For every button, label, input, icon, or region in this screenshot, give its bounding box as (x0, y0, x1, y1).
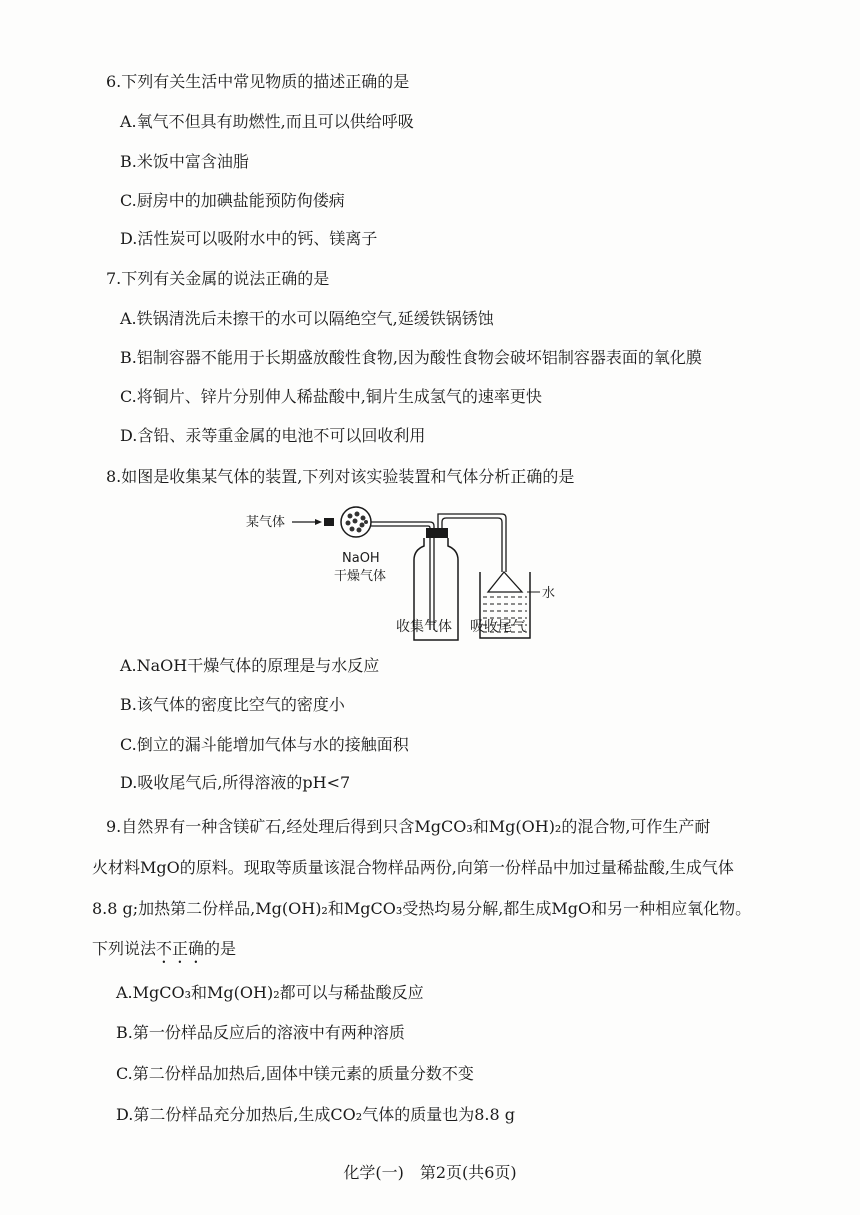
bottle-stopper (426, 528, 448, 538)
water-label: 水 (542, 586, 556, 601)
q7-option-a: A.铁锅清洗后未擦干的水可以隔绝空气,延缓铁锅锈蚀 (120, 309, 494, 328)
collect-gas-label: 收集气体 (396, 619, 452, 635)
q7-option-d: D.含铅、汞等重金属的电池不可以回收利用 (120, 426, 426, 445)
q6-option-d: D.活性炭可以吸附水中的钙、镁离子 (120, 229, 378, 248)
q9-option-c: C.第二份样品加热后,固体中镁元素的质量分数不变 (116, 1064, 474, 1083)
outlet-tube (442, 518, 502, 572)
q9-option-a: A.MgCO₃和Mg(OH)₂都可以与稀盐酸反应 (116, 983, 424, 1002)
q8-option-a: A.NaOH干燥气体的原理是与水反应 (120, 656, 380, 675)
page-footer: 化学(一) 第2页(共6页) (343, 1163, 517, 1182)
q7-stem: 7.下列有关金属的说法正确的是 (106, 269, 330, 288)
q9-line-2: 火材料MgO的原料。现取等质量该混合物样品两份,向第一份样品中加过量稀盐酸,生成气体 (92, 858, 734, 877)
q9-prompt-prefix: 下列说法 (92, 939, 157, 958)
q8-option-b: B.该气体的密度比空气的密度小 (120, 695, 345, 714)
q7-option-b: B.铝制容器不能用于长期盛放酸性食物,因为酸性食物会破坏铝制容器表面的氧化膜 (120, 348, 702, 367)
q8-option-c: C.倒立的漏斗能增加气体与水的接触面积 (120, 735, 409, 754)
absorb-tail-gas-label: 吸收尾气 (470, 619, 526, 635)
dry-gas-label: 干燥气体 (334, 569, 387, 584)
q6-option-c: C.厨房中的加碘盐能预防佝偻病 (120, 191, 345, 210)
q9-option-b: B.第一份样品反应后的溶液中有两种溶质 (116, 1023, 405, 1042)
q6-stem: 6.下列有关生活中常见物质的描述正确的是 (106, 72, 410, 91)
q6-option-b: B.米饭中富含油脂 (120, 152, 249, 171)
arrow-head (315, 519, 322, 525)
q9-line-4 (92, 939, 236, 967)
inlet-stopper (324, 518, 334, 526)
q9-emphasis-not-correct: 不正确 (156, 939, 205, 958)
q8-stem: 8.如图是收集某气体的装置,下列对该实验装置和气体分析正确的是 (106, 467, 575, 486)
q9-option-d: D.第二份样品充分加热后,生成CO₂气体的质量也为8.8 g (116, 1105, 515, 1124)
inverted-funnel (488, 572, 522, 592)
q7-option-c: C.将铜片、锌片分别伸人稀盐酸中,铜片生成氢气的速率更快 (120, 387, 542, 406)
q6-option-a: A.氧气不但具有助燃性,而且可以供给呼吸 (120, 112, 414, 131)
q9-prompt-suffix: 的是 (204, 939, 237, 958)
q8-option-d: D.吸收尾气后,所得溶液的pH<7 (120, 773, 351, 792)
gas-label: 某气体 (246, 515, 286, 530)
naoh-label: NaOH (342, 551, 380, 566)
q9-line-3: 8.8 g;加热第二份样品,Mg(OH)₂和MgCO₃受热均易分解,都生成MgO和另一种相应氧化物。 (92, 899, 752, 918)
q9-line-1: 9.自然界有一种含镁矿石,经处理后得到只含MgCO₃和Mg(OH)₂的混合物,可作生产耐 (106, 817, 711, 836)
